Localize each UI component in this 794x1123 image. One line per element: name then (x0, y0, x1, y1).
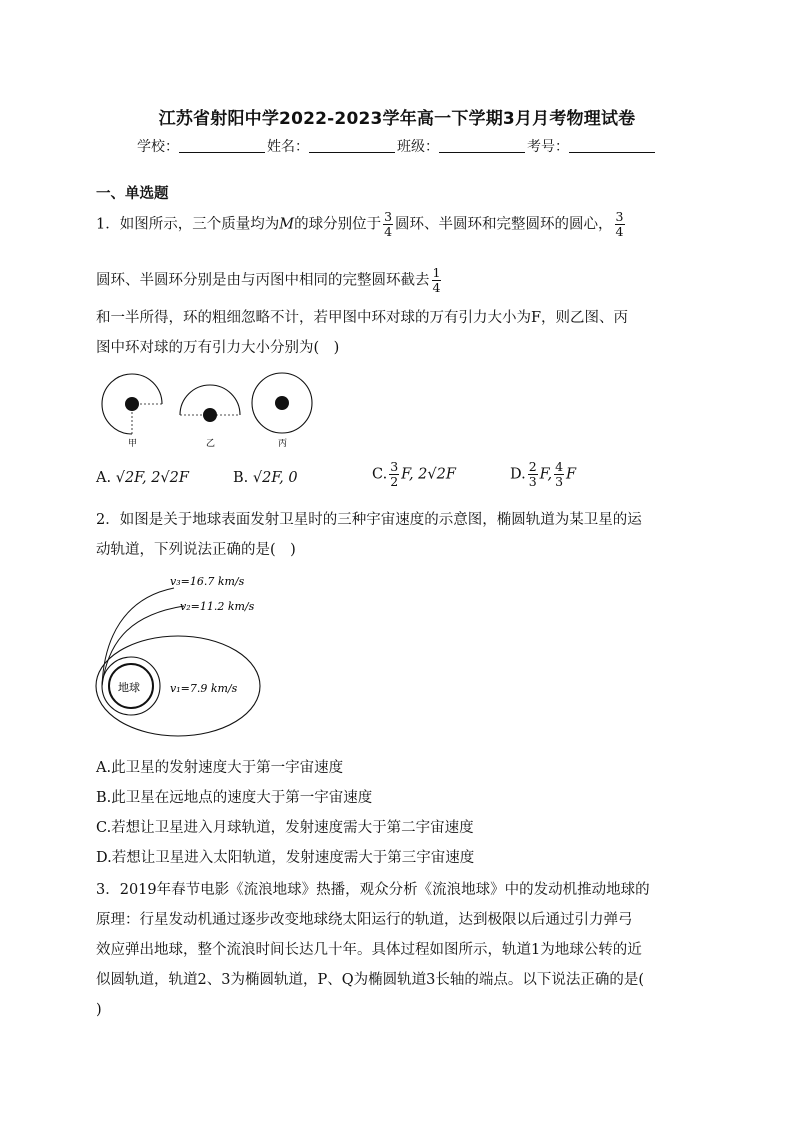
label-jia: 甲 (128, 439, 138, 449)
q1-option-d[interactable] (510, 460, 576, 489)
option-text-mid: F, (539, 466, 553, 483)
number-blank[interactable] (569, 138, 655, 153)
q3-line3: 效应弹出地球，整个流浪时间长达几十年。具体过程如图所示，轨道1为地球公转的近 (96, 942, 642, 958)
frac-numerator: 3 (384, 209, 393, 224)
frac-denominator: 3 (528, 474, 537, 489)
q1-option-c[interactable] (372, 460, 456, 489)
q2-line1: 2．如图是关于地球表面发射卫星时的三种宇宙速度的示意图，椭圆轨道为某卫星的运 (96, 512, 642, 528)
q1-fraction-3-4 (383, 210, 393, 239)
option-d-fraction-2 (554, 460, 564, 489)
q1-option-a[interactable] (96, 470, 189, 486)
q2-option-d[interactable]: D.若想让卫星进入太阳轨道，发射速度需大于第三宇宙速度 (96, 850, 475, 866)
option-label: C. (372, 466, 388, 483)
option-text: √2F, 0 (252, 470, 298, 486)
section-title: 一、单选题 (96, 186, 169, 202)
option-text: √2F, 2√2F (115, 470, 189, 486)
ball-jia (125, 397, 139, 411)
ball-yi (203, 408, 217, 422)
frac-numerator: 1 (432, 265, 441, 280)
class-blank[interactable] (439, 138, 525, 153)
option-text-end: F (566, 466, 577, 483)
q2-option-a[interactable]: A.此卫星的发射速度大于第一宇宙速度 (96, 760, 344, 776)
student-info-line (0, 136, 794, 156)
q1-option-b[interactable] (233, 470, 298, 486)
class-label: 班级： (397, 139, 439, 155)
q1-fraction-3-4-end (615, 210, 625, 239)
frac-denominator: 2 (390, 474, 399, 489)
frac-denominator: 4 (615, 224, 624, 239)
q3-line4: 似圆轨道，轨道2、3为椭圆轨道，P、Q为椭圆轨道3长轴的端点。以下说法正确的是( (96, 972, 644, 988)
q1-line2 (96, 266, 443, 295)
option-c-fraction (389, 460, 399, 489)
option-label: B. (233, 470, 249, 486)
q3-line1: 3．2019年春节电影《流浪地球》热播，观众分析《流浪地球》中的发动机推动地球的 (96, 882, 650, 898)
q3-line5: ) (96, 1002, 102, 1018)
option-label: A. (96, 470, 112, 486)
v2-label: v₂=11.2 km/s (180, 600, 255, 613)
q1-line4: 图中环对球的万有引力大小分别为( ) (96, 340, 340, 356)
option-d-fraction-1 (528, 460, 538, 489)
earth-label: 地球 (118, 681, 140, 694)
frac-numerator: 3 (615, 209, 624, 224)
label-bing: 丙 (278, 439, 288, 449)
frac-denominator: 4 (432, 280, 441, 295)
frac-numerator: 2 (528, 459, 537, 474)
frac-denominator: 3 (555, 474, 564, 489)
v2-trajectory (102, 606, 184, 686)
school-blank[interactable] (179, 138, 265, 153)
q2-option-b[interactable]: B.此卫星在远地点的速度大于第一宇宙速度 (96, 790, 373, 806)
name-label: 姓名： (267, 139, 309, 155)
q1-text-a: 1．如图所示，三个质量均为 (96, 216, 280, 233)
ball-bing (275, 396, 289, 410)
q2-option-c[interactable]: C.若想让卫星进入月球轨道，发射速度需大于第二宇宙速度 (96, 820, 474, 836)
q1-text-line2: 圆环、半圆环分别是由与丙图中相同的完整圆环截去 (96, 272, 430, 289)
q1-line1 (96, 210, 627, 239)
option-label: D. (510, 466, 526, 483)
label-yi: 乙 (206, 439, 216, 449)
v1-label: v₁=7.9 km/s (170, 682, 238, 695)
number-label: 考号： (527, 139, 569, 155)
q1-mass-symbol: M (279, 216, 295, 233)
q1-line3: 和一半所得，环的粗细忽略不计，若甲图中环对球的万有引力大小为F，则乙图、丙 (96, 310, 629, 326)
v3-label: v₃=16.7 km/s (170, 575, 245, 588)
q3-line2: 原理：行星发动机通过逐步改变地球绕太阳运行的轨道，达到极限以后通过引力弹弓 (96, 912, 633, 928)
page-title: 江苏省射阳中学2022-2023学年高一下学期3月月考物理试卷 (158, 109, 636, 129)
frac-numerator: 3 (390, 459, 399, 474)
name-blank[interactable] (309, 138, 395, 153)
option-text: F, 2√2F (401, 466, 456, 483)
q1-text-b: 的球分别位于 (294, 216, 382, 233)
q1-fraction-1-4 (432, 266, 442, 295)
q1-text-c: 圆环、半圆环和完整圆环的圆心， (395, 216, 613, 233)
school-label: 学校： (137, 139, 179, 155)
q2-figure (94, 568, 270, 744)
q2-line2: 动轨道，下列说法正确的是( ) (96, 542, 296, 558)
frac-denominator: 4 (384, 224, 393, 239)
frac-numerator: 4 (555, 459, 564, 474)
q1-figure (92, 370, 332, 452)
